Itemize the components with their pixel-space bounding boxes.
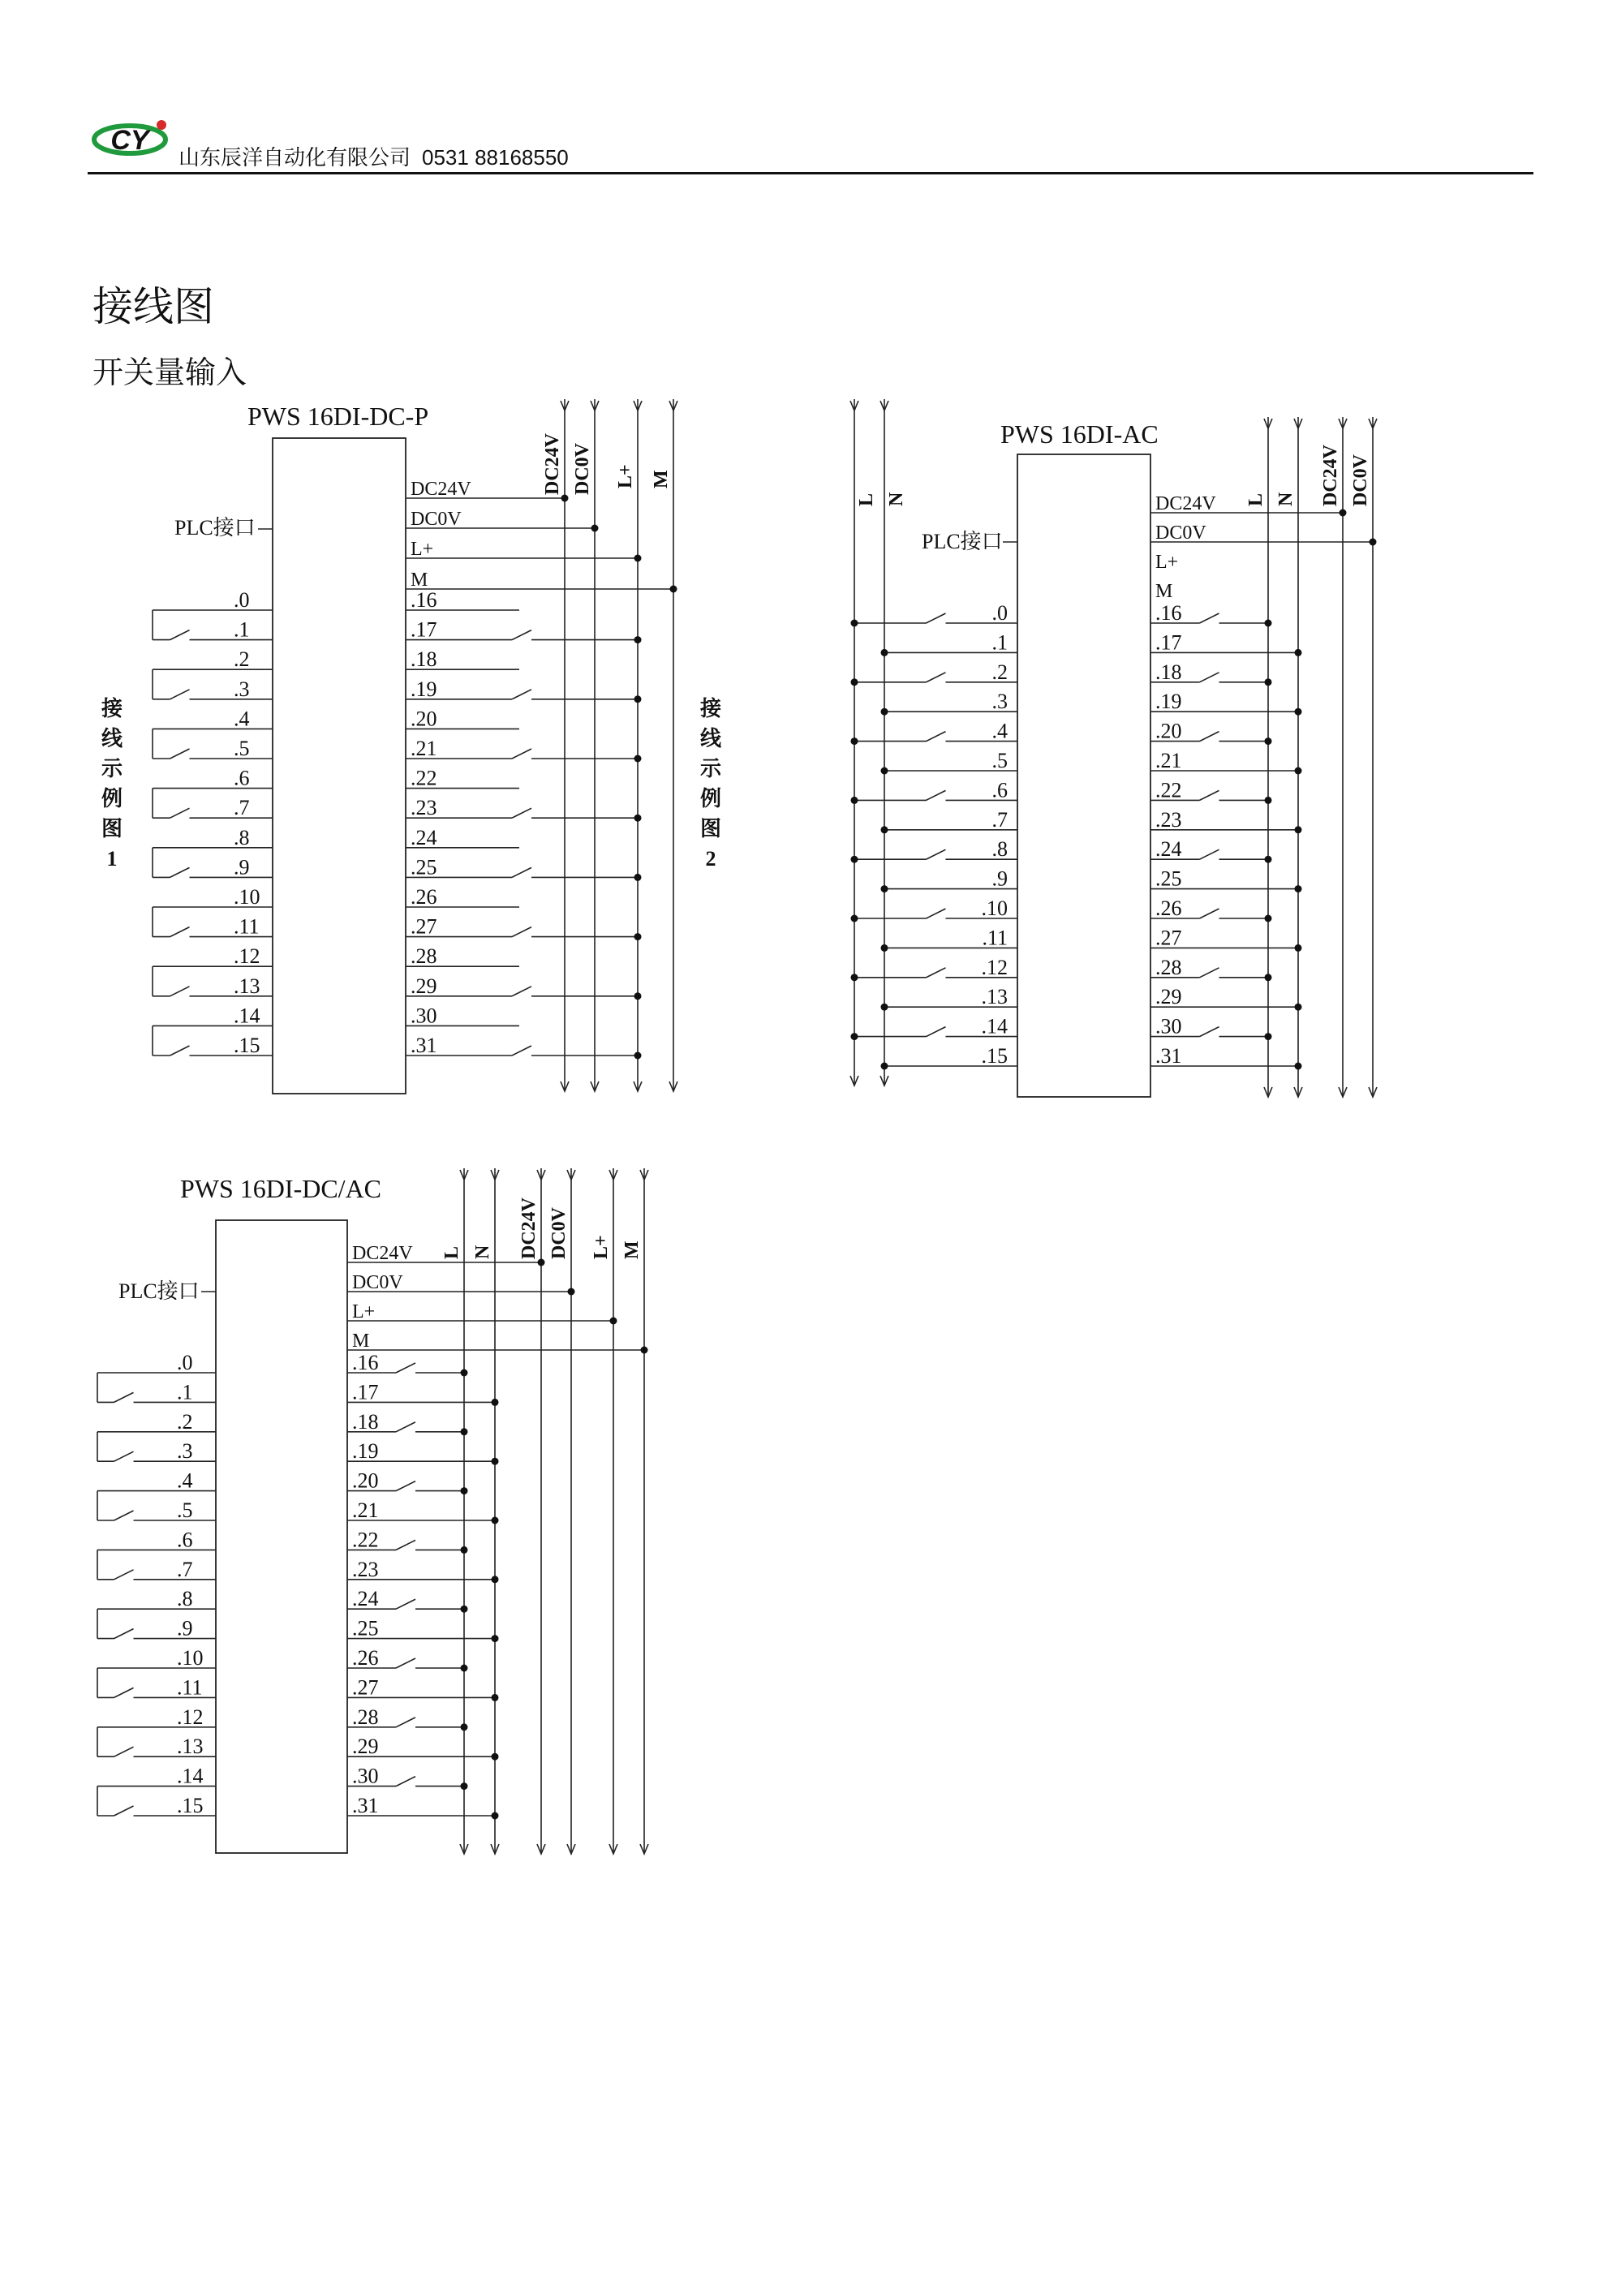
plc-interface-label: PLC接口: [118, 1279, 200, 1303]
input-label: .7: [234, 796, 250, 820]
junction-dot: [492, 1812, 499, 1820]
junction-dot: [461, 1369, 468, 1377]
junction-dot: [1265, 678, 1272, 686]
input-switch-contact: [927, 613, 946, 623]
input-label: .24: [1155, 837, 1182, 862]
junction-dot: [492, 1458, 499, 1465]
junction-dot: [634, 815, 642, 822]
bus-label: DC0V: [1350, 454, 1371, 506]
junction-dot: [881, 1004, 888, 1011]
junction-dot: [634, 933, 642, 940]
input-label: .6: [177, 1528, 193, 1552]
input-switch-contact: [114, 1747, 134, 1756]
input-switch-contact: [396, 1599, 415, 1609]
example-2-label: 2: [705, 847, 716, 871]
supply-terminal-label: L+: [411, 539, 434, 560]
input-label: .5: [991, 749, 1008, 772]
input-label: .3: [177, 1439, 193, 1464]
input-label: .7: [991, 807, 1008, 832]
bus-label: M: [621, 1240, 643, 1259]
input-switch-contact: [170, 630, 190, 640]
supply-terminal-label: M: [352, 1331, 370, 1352]
input-label: .19: [411, 677, 437, 701]
input-label: .9: [991, 866, 1008, 891]
input-switch-contact: [114, 1392, 134, 1402]
input-label: .11: [177, 1675, 203, 1700]
junction-dot: [634, 695, 642, 703]
input-label: .28: [352, 1705, 379, 1729]
junction-dot: [461, 1665, 468, 1672]
input-label: .0: [991, 601, 1008, 625]
supply-terminal-label: L+: [1155, 552, 1179, 573]
input-label: .21: [411, 737, 437, 760]
input-label: .28: [1155, 955, 1182, 979]
input-label: .11: [234, 914, 260, 939]
bus-label: DC0V: [548, 1207, 570, 1259]
input-label: .18: [411, 647, 437, 672]
input-label: .21: [1155, 749, 1182, 772]
bus-label: DC24V: [518, 1197, 540, 1259]
junction-dot: [492, 1635, 499, 1642]
input-label: .10: [177, 1646, 204, 1670]
input-label: .2: [234, 647, 250, 672]
junction-dot: [1265, 915, 1272, 922]
input-switch-contact: [927, 1027, 946, 1037]
bus-label: N: [1275, 492, 1297, 506]
section-title: 开关量输入: [92, 355, 247, 390]
input-label: .31: [352, 1794, 379, 1817]
bus-label: L+: [615, 464, 636, 488]
junction-dot: [461, 1606, 468, 1613]
input-label: .10: [981, 896, 1008, 920]
input-label: .15: [177, 1794, 204, 1817]
input-label: .22: [352, 1528, 379, 1552]
junction-dot: [1265, 620, 1272, 627]
junction-dot: [634, 1052, 642, 1060]
supply-terminal-label: DC24V: [411, 479, 471, 500]
input-label: .23: [1155, 807, 1182, 832]
example-2-label: 线: [699, 727, 722, 750]
junction-dot: [492, 1399, 499, 1406]
junction-dot: [461, 1428, 468, 1435]
bus-label: DC24V: [1320, 445, 1341, 506]
supply-terminal-label: DC24V: [1155, 493, 1216, 514]
module-box: [1017, 454, 1150, 1097]
input-label: .25: [1155, 866, 1182, 891]
input-switch-contact: [512, 1046, 531, 1056]
company-phone: 0531 88168550: [422, 145, 569, 170]
input-label: .13: [234, 974, 260, 998]
junction-dot: [1295, 1004, 1302, 1011]
input-label: .7: [177, 1557, 193, 1581]
junction-dot: [634, 992, 642, 1000]
input-switch-contact: [1200, 673, 1219, 682]
junction-dot: [1295, 649, 1302, 656]
input-label: .11: [982, 926, 1008, 950]
input-label: .0: [234, 588, 250, 612]
model-label: PWS 16DI-DC/AC: [180, 1174, 382, 1203]
input-switch-contact: [927, 849, 946, 859]
input-label: .17: [411, 617, 437, 642]
junction-dot: [851, 915, 858, 922]
supply-terminal-label: DC24V: [352, 1243, 413, 1264]
input-switch-contact: [114, 1511, 134, 1520]
bus-label: L: [441, 1245, 462, 1259]
input-switch-contact: [927, 909, 946, 918]
input-label: .14: [981, 1014, 1008, 1038]
input-label: .6: [991, 778, 1008, 802]
junction-dot: [568, 1288, 575, 1296]
supply-terminal-label: M: [411, 570, 428, 591]
junction-dot: [591, 525, 599, 532]
input-label: .3: [991, 690, 1008, 714]
diagram-dc-ac: [97, 1168, 648, 1854]
input-switch-contact: [170, 927, 190, 937]
input-label: .27: [352, 1675, 379, 1700]
input-label: .8: [991, 837, 1008, 862]
diagram-ac: [850, 399, 1377, 1097]
input-label: .17: [1155, 630, 1182, 655]
input-switch-contact: [170, 690, 190, 699]
input-label: .12: [234, 944, 260, 969]
junction-dot: [634, 755, 642, 763]
input-label: .12: [177, 1705, 204, 1729]
input-label: .13: [177, 1735, 204, 1759]
input-label: .3: [234, 677, 250, 701]
input-switch-contact: [512, 808, 531, 818]
example-1-label: 线: [101, 727, 123, 750]
example-2-label: 接: [699, 697, 722, 720]
input-switch-contact: [1200, 849, 1219, 859]
supply-terminal-label: DC0V: [352, 1272, 403, 1293]
input-switch-contact: [927, 673, 946, 682]
junction-dot: [492, 1576, 499, 1583]
bus-label: DC24V: [542, 433, 563, 495]
input-switch-contact: [170, 749, 190, 759]
junction-dot: [851, 974, 858, 981]
input-label: .6: [234, 766, 250, 790]
input-switch-contact: [1200, 613, 1219, 623]
supply-terminal-label: DC0V: [1155, 522, 1206, 544]
junction-dot: [670, 586, 677, 593]
module-box: [273, 438, 406, 1094]
junction-dot: [881, 767, 888, 775]
input-label: .10: [234, 885, 260, 909]
input-switch-contact: [512, 749, 531, 759]
junction-dot: [881, 826, 888, 833]
page-title: 接线图: [92, 283, 214, 330]
input-switch-contact: [512, 630, 531, 640]
input-label: .22: [1155, 778, 1182, 802]
input-switch-contact: [512, 987, 531, 996]
bus-label: DC0V: [572, 443, 593, 495]
input-label: .0: [177, 1351, 193, 1374]
junction-dot: [1295, 885, 1302, 892]
input-label: .1: [177, 1380, 193, 1404]
input-switch-contact: [512, 867, 531, 877]
input-label: .2: [991, 660, 1008, 684]
input-label: .31: [411, 1034, 437, 1057]
input-label: .23: [352, 1557, 379, 1581]
plc-interface-label: PLC接口: [174, 516, 256, 540]
junction-dot: [851, 737, 858, 745]
example-1-label: 例: [101, 787, 123, 810]
example-1-label: 示: [101, 757, 123, 780]
input-switch-contact: [396, 1540, 415, 1550]
bus-label: M: [651, 470, 672, 488]
input-label: .5: [177, 1498, 193, 1522]
input-switch-contact: [396, 1777, 415, 1786]
input-switch-contact: [927, 790, 946, 800]
input-label: .24: [352, 1587, 379, 1611]
junction-dot: [881, 944, 888, 952]
junction-dot: [881, 649, 888, 656]
input-label: .29: [411, 974, 437, 998]
input-label: .22: [411, 766, 437, 790]
diagram-dc-p: [101, 399, 722, 1094]
bus-label: L+: [591, 1235, 612, 1259]
input-label: .14: [177, 1764, 204, 1788]
plc-interface-label: PLC接口: [922, 530, 1003, 553]
input-label: .31: [1155, 1044, 1182, 1068]
junction-dot: [851, 620, 858, 627]
junction-dot: [881, 708, 888, 716]
input-label: .5: [234, 737, 250, 760]
junction-dot: [634, 636, 642, 643]
junction-dot: [461, 1487, 468, 1494]
input-label: .14: [234, 1004, 260, 1028]
bus-label: L: [1245, 492, 1267, 506]
junction-dot: [1295, 1063, 1302, 1070]
junction-dot: [1295, 826, 1302, 833]
input-switch-contact: [1200, 968, 1219, 978]
example-1-label: 图: [101, 817, 123, 841]
input-label: .19: [352, 1439, 379, 1464]
junction-dot: [881, 885, 888, 892]
input-label: .21: [352, 1498, 379, 1522]
junction-dot: [1295, 767, 1302, 775]
input-switch-contact: [396, 1363, 415, 1373]
junction-dot: [1265, 797, 1272, 804]
input-label: .25: [352, 1616, 379, 1640]
junction-dot: [461, 1723, 468, 1731]
bus-label: N: [472, 1245, 493, 1259]
input-label: .26: [1155, 896, 1182, 920]
input-label: .8: [177, 1587, 193, 1611]
junction-dot: [538, 1259, 545, 1266]
input-label: .9: [234, 855, 250, 879]
junction-dot: [641, 1347, 648, 1354]
input-switch-contact: [1200, 909, 1219, 918]
junction-dot: [1265, 1033, 1272, 1040]
supply-terminal-label: DC0V: [411, 509, 462, 530]
input-switch-contact: [512, 927, 531, 937]
junction-dot: [610, 1318, 617, 1325]
input-label: .17: [352, 1380, 379, 1404]
input-label: .16: [352, 1351, 379, 1374]
junction-dot: [881, 1063, 888, 1070]
junction-dot: [461, 1782, 468, 1790]
junction-dot: [1265, 737, 1272, 745]
input-label: .20: [1155, 719, 1182, 743]
input-label: .4: [234, 707, 250, 731]
logo-text: CY: [110, 125, 149, 156]
input-switch-contact: [927, 732, 946, 742]
input-label: .18: [1155, 660, 1182, 684]
junction-dot: [492, 1753, 499, 1761]
junction-dot: [1295, 708, 1302, 716]
input-switch-contact: [114, 1806, 134, 1816]
input-label: .12: [981, 955, 1008, 979]
module-box: [216, 1220, 347, 1853]
input-label: .26: [411, 885, 437, 909]
example-2-label: 示: [699, 757, 722, 780]
input-switch-contact: [1200, 732, 1219, 742]
input-label: .18: [352, 1409, 379, 1434]
input-switch-contact: [170, 987, 190, 996]
input-label: .30: [352, 1764, 379, 1788]
junction-dot: [492, 1517, 499, 1524]
model-label: PWS 16DI-AC: [1000, 419, 1159, 449]
input-label: .2: [177, 1409, 193, 1434]
junction-dot: [851, 678, 858, 686]
junction-dot: [634, 555, 642, 562]
example-1-label: 1: [106, 847, 118, 871]
input-label: .9: [177, 1616, 193, 1640]
junction-dot: [492, 1694, 499, 1701]
input-switch-contact: [114, 1688, 134, 1697]
input-label: .15: [234, 1034, 260, 1057]
input-label: .30: [411, 1004, 437, 1028]
input-switch-contact: [114, 1451, 134, 1461]
input-label: .13: [981, 985, 1008, 1009]
input-switch-contact: [114, 1629, 134, 1639]
input-label: .25: [411, 855, 437, 879]
bus-label: N: [886, 492, 907, 506]
input-switch-contact: [396, 1718, 415, 1727]
model-label: PWS 16DI-DC-P: [247, 402, 429, 431]
input-label: .15: [981, 1044, 1008, 1068]
input-label: .4: [177, 1468, 193, 1493]
bus-label: L: [856, 492, 877, 506]
input-switch-contact: [114, 1570, 134, 1580]
input-label: .1: [234, 617, 250, 642]
input-switch-contact: [170, 1046, 190, 1056]
input-switch-contact: [396, 1481, 415, 1491]
junction-dot: [851, 856, 858, 863]
input-label: .16: [1155, 601, 1182, 625]
junction-dot: [461, 1546, 468, 1554]
input-label: .23: [411, 796, 437, 820]
junction-dot: [1370, 539, 1377, 546]
junction-dot: [634, 874, 642, 881]
input-switch-contact: [396, 1422, 415, 1432]
input-switch-contact: [170, 867, 190, 877]
input-switch-contact: [1200, 790, 1219, 800]
input-label: .29: [1155, 985, 1182, 1009]
input-label: .24: [411, 825, 437, 849]
company-name: 山东辰洋自动化有限公司: [178, 145, 411, 170]
input-switch-contact: [512, 690, 531, 699]
input-label: .16: [411, 588, 437, 612]
supply-terminal-label: L+: [352, 1301, 376, 1322]
junction-dot: [1295, 944, 1302, 952]
input-label: .27: [411, 914, 437, 939]
input-switch-contact: [1200, 1027, 1219, 1037]
junction-dot: [561, 495, 569, 502]
junction-dot: [851, 1033, 858, 1040]
example-2-label: 图: [699, 817, 722, 841]
input-switch-contact: [927, 968, 946, 978]
junction-dot: [851, 797, 858, 804]
input-label: .20: [411, 707, 437, 731]
input-label: .20: [352, 1468, 379, 1493]
junction-dot: [1265, 856, 1272, 863]
input-label: .26: [352, 1646, 379, 1670]
input-label: .29: [352, 1735, 379, 1759]
example-2-label: 例: [699, 787, 722, 810]
input-label: .4: [991, 719, 1008, 743]
input-switch-contact: [170, 808, 190, 818]
input-label: .1: [991, 630, 1008, 655]
input-label: .8: [234, 825, 250, 849]
input-label: .27: [1155, 926, 1182, 950]
junction-dot: [1340, 510, 1347, 517]
supply-terminal-label: M: [1155, 581, 1173, 602]
example-1-label: 接: [101, 697, 123, 720]
input-switch-contact: [396, 1658, 415, 1668]
input-label: .30: [1155, 1014, 1182, 1038]
junction-dot: [1265, 974, 1272, 981]
input-label: .19: [1155, 690, 1182, 714]
input-label: .28: [411, 944, 437, 969]
